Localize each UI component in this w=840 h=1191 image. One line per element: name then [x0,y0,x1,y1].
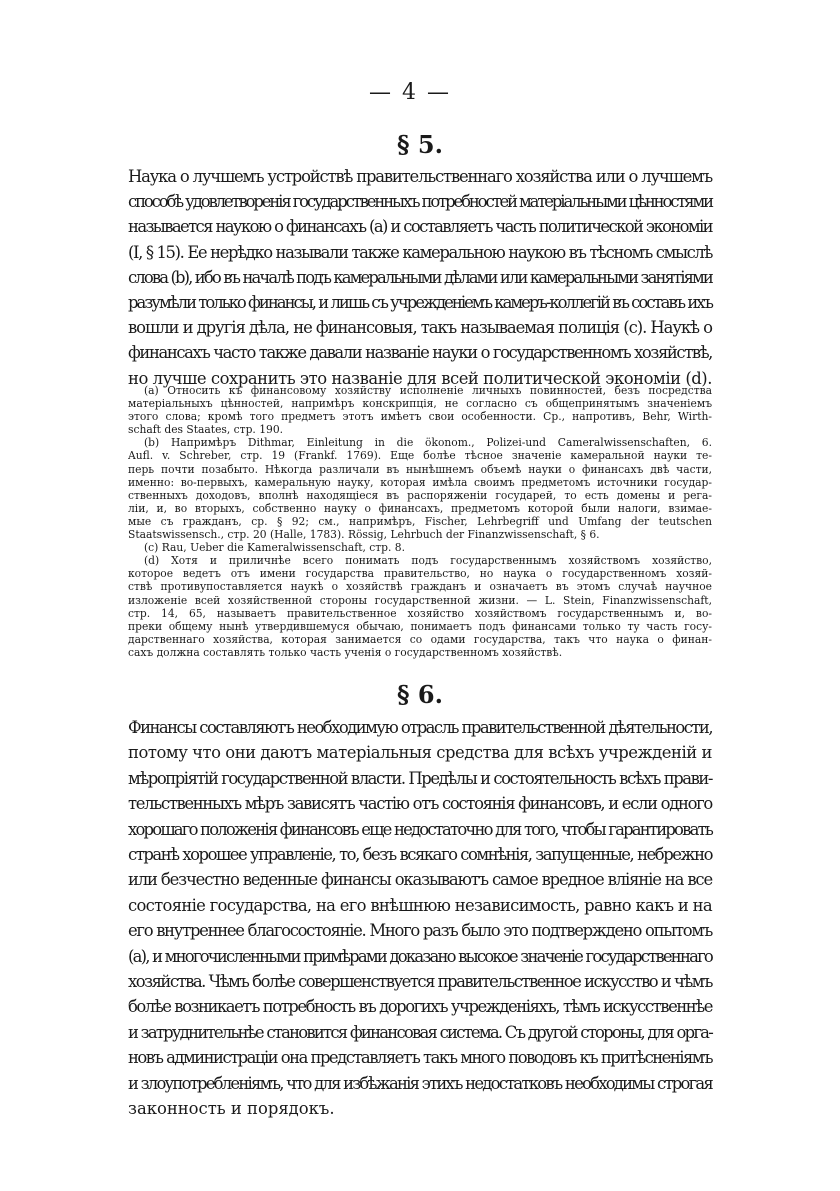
footnote-line: ліи, и, во вторыхъ, собственно науку о финансахъ, предметомъ которой были налоги, взимае- [128,501,712,515]
footnote-line: изложеніе всей хозяйственной стороны государственной жизни. — L. Stein, Finanzwissenschaft, [128,593,712,607]
section-6-line: состояніе государства, на его внѣшнюю независимость, равно какъ и на [128,895,712,915]
footnote-line: этого слова; кромѣ того предметъ этотъ имѣетъ свои особенности. Ср., напротивъ, Behr, Wirth- [128,410,712,424]
section-6-line: новъ администраціи она представляетъ такъ много поводовъ къ притѣсненіямъ [128,1048,712,1068]
footnote-line: именно: во-первыхъ, камеральную науку, которая имѣла своимъ предметомъ источники государ- [128,475,712,489]
footnote-line: Staatswissensch., стр. 20 (Halle, 1783). Rössig, Lehrbuch der Finanzwissenschaft, § 6. [128,528,600,542]
section-6-line: его внутреннее благосостояніе. Много разъ было это подтверждено опытомъ [128,921,712,941]
section-6-body [128,715,712,1122]
section-6-line: и злоупотребленіямъ, что для избѣжанія этихъ недостатковъ необходимы строгая [128,1073,712,1093]
section-5-line: слова (b), ибо въ началѣ подъ камеральными дѣлами или камеральными занятіями [128,267,712,287]
section-6-line: законность и порядокъ. [128,1099,335,1119]
section-6-line: (а), и многочисленными примѣрами доказано высокое значеніе государственнаго [128,946,713,966]
footnote-line: мые съ гражданъ, ср. § 92; см., напримѣръ, Fischer, Lehrbegriff und Umfang der teutschen [128,514,712,528]
footnote-line: (c) Rau, Ueber die Kameralwissenschaft, стр. 8. [144,541,406,555]
footnote-line: ственныхъ доходовъ, вполнѣ находящіеся въ распоряженіи государей, то есть домены и рега- [128,488,712,502]
section-6-line: болѣе возникаетъ потребность въ дорогихъ учрежденіяхъ, тѣмъ искусственнѣе [128,997,712,1017]
footnote-line: ствѣ противупоставляется наукѣ о хозяйствѣ гражданъ и означаетъ въ этомъ случаѣ научное [128,580,712,594]
section-6-line: хозяйства. Чѣмъ болѣе совершенствуется правительственное искусство и чѣмъ [128,972,712,992]
section-5-line: но лучше сохранить это названіе для всей политической экономіи (d). [128,368,712,388]
section-6-heading: § 6. [397,680,443,709]
footnote-line: Aufl. v. Schreber, стр. 19 (Frankf. 1769). Еще болѣе тѣсное значеніе камеральной науки те- [128,449,712,463]
section-5-heading: § 5. [397,130,443,159]
section-6-line: Финансы составляютъ необходимую отрасль правительственной дѣятельности, [128,718,712,737]
section-5-line: называется наукою о финансахъ (а) и составляетъ часть политической экономіи [128,217,712,237]
section-6-line: тельственныхъ мѣръ зависятъ частію отъ состоянія финансовъ, и если одного [128,794,712,814]
page-number: — 4 — [369,80,451,105]
section-5-body [128,164,712,391]
section-5-line: вошли и другія дѣла, не финансовыя, такъ называемая полиція (с). Наукѣ о [128,318,712,338]
section-5-line: Наука о лучшемъ устройствѣ правительственнаго хозяйства или о лучшемъ [128,167,712,186]
section-5-line: (I, § 15). Ее нерѣдко называли также камеральною наукою въ тѣсномъ смыслѣ [128,242,712,262]
section-6-line: странѣ хорошее управленіе, то, безъ всякаго сомнѣнія, запущенные, небрежно [128,845,712,865]
section-6-line: мѣропріятій государственной власти. Предѣлы и состоятельность всѣхъ прави- [128,768,712,788]
footnote-line: перь почти позабыто. Нѣкогда различали въ нынѣшнемъ объемѣ науки о финансахъ двѣ части, [128,462,712,476]
footnote-line: которое ведетъ отъ имени государства правительство, но наука о государственномъ хозяй- [128,567,712,581]
section-6-line: и затруднительнѣе становится финансовая система. Съ другой стороны, для орга- [128,1022,712,1042]
section-6-line: потому что они даютъ матеріальныя средства для всѣхъ учрежденій и [128,743,712,763]
section-5-line: способѣ удовлетворенія государственныхъ потребностей матеріальными цѣнностями [128,192,712,212]
footnote-line: дарственнаго хозяйства, которая занимается со одами государства, такъ что наука о финан- [128,632,712,646]
footnote-line: (a) Относить къ финансовому хозяйству исполненіе личныхъ повинностей, безъ посредства [144,384,712,397]
section-6-line: хорошаго положенія финансовъ еще недостаточно для того, чтобы гарантировать [128,819,712,839]
footnote-line: матеріальныхъ цѣнностей, напримѣръ конскрипція, не согласно съ общепринятымъ значеніемъ [128,397,712,411]
footnote-line: (d) Хотя и приличнѣе всего понимать подъ государственнымъ хозяйствомъ хозяйство, [144,554,712,568]
footnote-line: schaft des Staates, стр. 190. [128,423,284,437]
section-5-line: разумѣли только финансы, и лишь съ учрежденіемъ камеръ-коллегій въ составъ ихъ [128,293,712,313]
section-5-footnotes [128,384,712,659]
footnote-line: сахъ должна составлять только часть ученія о государственномъ хозяйствѣ. [128,645,563,659]
footnote-line: (b) Напримѣръ Dithmar, Einleitung in die ökonom., Polizei-und Cameralwissenschaften, 6. [144,436,712,450]
section-6-line: или безчестно веденные финансы оказываютъ самое вредное вліяніе на все [128,870,712,890]
footnote-line: стр. 14, 65, называетъ правительственное хозяйство хозяйствомъ государственнымъ и, во- [128,606,712,620]
footnote-line: преки общему нынѣ утвердившемуся обычаю, понимаетъ подъ финансами только ту часть госу- [128,619,712,633]
section-5-line: финансахъ часто также давали названіе науки о государственномъ хозяйствѣ, [128,343,712,363]
